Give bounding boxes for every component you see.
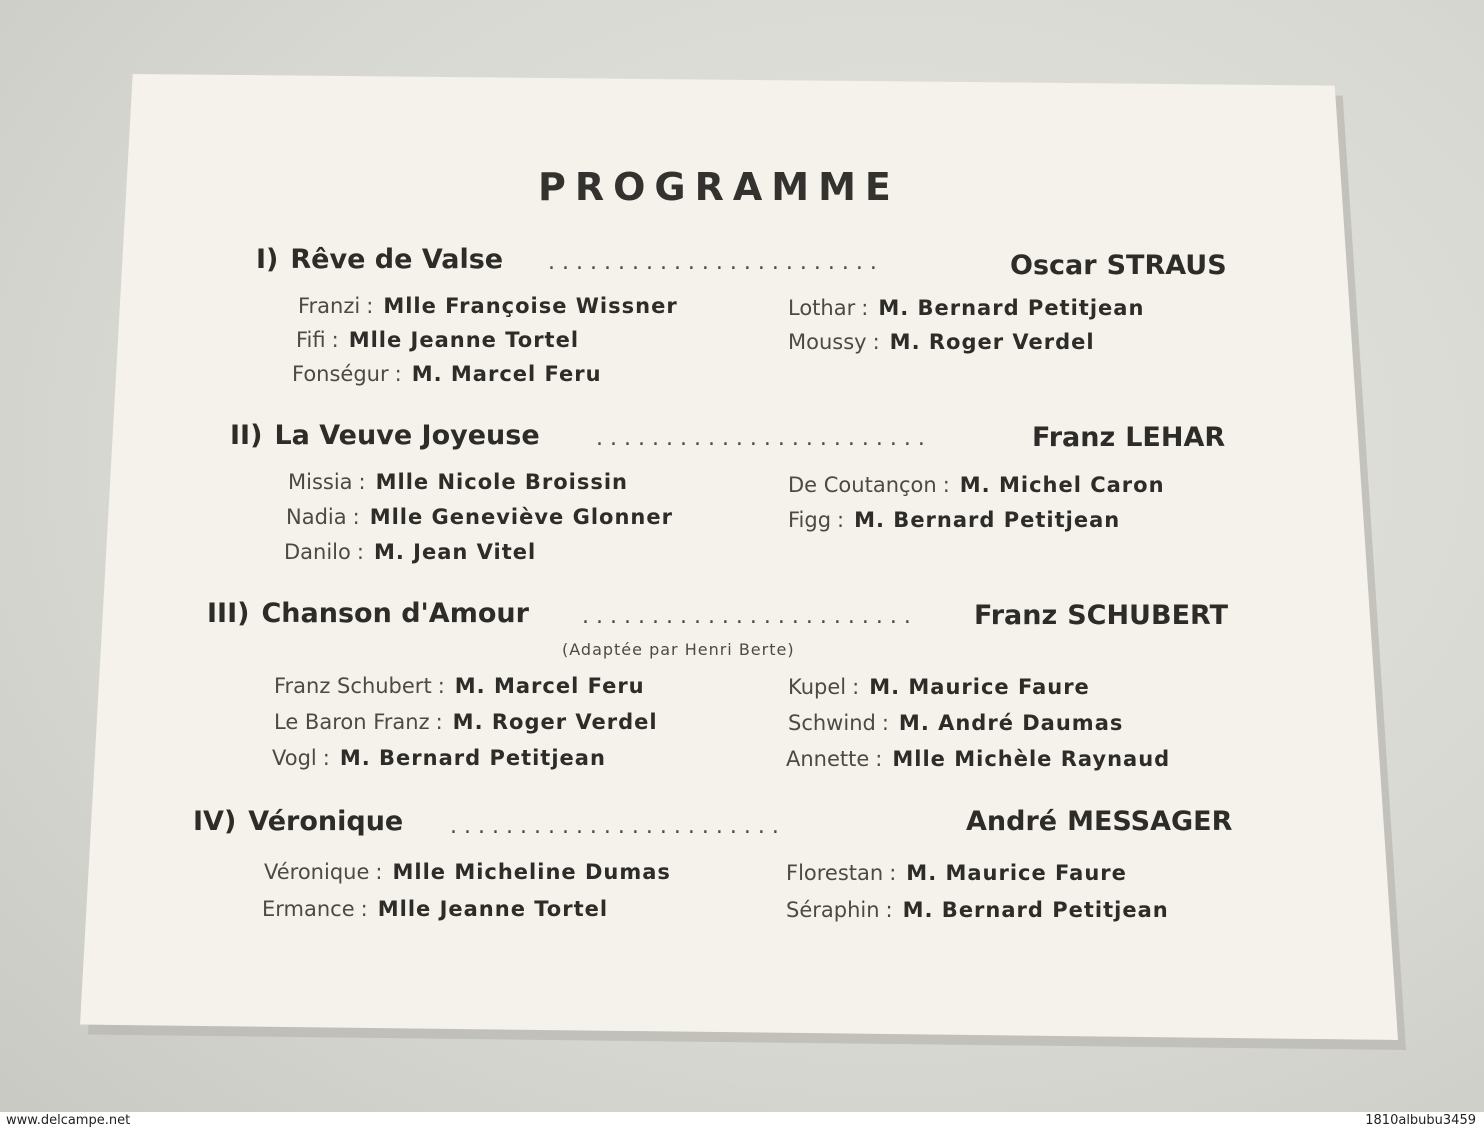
role-separator: :	[435, 710, 443, 734]
artist-name: Mlle Geneviève Glonner	[369, 505, 673, 529]
composer-last-name: LEHAR	[1125, 422, 1226, 453]
cast-entry	[274, 674, 645, 698]
composer-first-name: Franz	[1032, 422, 1116, 453]
artist-name: M. Roger Verdel	[889, 330, 1095, 354]
leader-dots: ........................	[596, 426, 932, 451]
role-name: Lothar	[788, 296, 856, 320]
composer	[974, 600, 1228, 631]
composer-first-name: Franz	[974, 600, 1058, 631]
cast-entry	[288, 470, 628, 494]
work-title	[230, 420, 540, 451]
work-numeral: I)	[256, 244, 279, 275]
role-separator: :	[358, 470, 366, 494]
work-numeral: II)	[230, 420, 263, 451]
artist-name: M. André Daumas	[898, 711, 1124, 735]
role-separator: :	[366, 294, 374, 318]
artist-name: Mlle Jeanne Tortel	[348, 328, 580, 352]
cast-entry	[264, 860, 671, 884]
leader-dots: ........................	[582, 604, 918, 629]
cast-entry	[272, 746, 606, 770]
composer	[1010, 250, 1227, 281]
programme-card	[80, 74, 1398, 1040]
composer-last-name: MESSAGER	[1067, 806, 1233, 837]
role-separator: :	[394, 362, 402, 386]
role-name: Missia	[288, 470, 353, 494]
cast-entry	[284, 540, 536, 564]
cast-entry	[788, 508, 1120, 532]
work-name: Véronique	[248, 806, 404, 837]
cast-entry	[262, 897, 608, 921]
leader-dots: ........................	[548, 250, 884, 275]
cast-entry	[788, 473, 1165, 497]
work-title	[193, 806, 403, 837]
role-name: Vogl	[272, 746, 317, 770]
role-name: Annette	[786, 747, 870, 771]
role-separator: :	[437, 674, 445, 698]
role-name: Le Baron Franz	[274, 710, 430, 734]
work-title	[256, 244, 503, 275]
artist-name: Mlle Jeanne Tortel	[377, 897, 609, 921]
role-separator: :	[331, 328, 339, 352]
role-separator: :	[322, 746, 330, 770]
role-name: Fifi	[296, 328, 326, 352]
work-numeral: III)	[207, 598, 250, 629]
composer-last-name: SCHUBERT	[1067, 600, 1229, 631]
role-name: Franzi	[298, 294, 361, 318]
cast-entry	[788, 296, 1144, 320]
role-separator: :	[872, 330, 880, 354]
cast-entry	[788, 330, 1095, 354]
role-name: Kupel	[788, 675, 847, 699]
role-name: Schwind	[788, 711, 876, 735]
artist-name: M. Bernard Petitjean	[854, 508, 1121, 532]
work-name: Chanson d'Amour	[261, 598, 529, 629]
artist-name: M. Michel Caron	[959, 473, 1165, 497]
role-separator: :	[875, 747, 883, 771]
artist-name: M. Maurice Faure	[906, 861, 1127, 885]
composer-first-name: Oscar	[1010, 250, 1097, 281]
role-name: Florestan	[786, 861, 884, 885]
cast-entry	[786, 747, 1170, 771]
work-numeral: IV)	[193, 806, 237, 837]
composer	[1032, 422, 1225, 453]
composer	[966, 806, 1232, 837]
role-separator: :	[360, 897, 368, 921]
role-name: Franz Schubert	[274, 674, 432, 698]
role-name: Danilo	[284, 540, 351, 564]
work-name: La Veuve Joyeuse	[274, 420, 540, 451]
page-title: PROGRAMME	[538, 165, 900, 209]
role-name: Ermance	[262, 897, 355, 921]
cast-entry	[286, 505, 673, 529]
cast-entry	[296, 328, 579, 352]
cast-entry	[788, 675, 1090, 699]
artist-name: Mlle Françoise Wissner	[383, 294, 678, 318]
work-name: Rêve de Valse	[290, 244, 504, 275]
artist-name: M. Marcel Feru	[411, 362, 602, 386]
artist-name: M. Bernard Petitjean	[339, 746, 606, 770]
role-name: Figg	[788, 508, 832, 532]
role-name: Nadia	[286, 505, 347, 529]
work-title	[207, 598, 529, 629]
artist-name: M. Roger Verdel	[452, 710, 658, 734]
role-separator: :	[942, 473, 950, 497]
role-name: Moussy	[788, 330, 867, 354]
artist-name: Mlle Micheline Dumas	[392, 860, 671, 884]
role-name: Fonségur	[292, 362, 389, 386]
role-separator: :	[885, 898, 893, 922]
role-separator: :	[375, 860, 383, 884]
cast-entry	[274, 710, 658, 734]
cast-entry	[786, 898, 1169, 922]
role-separator: :	[881, 711, 889, 735]
role-separator: :	[861, 296, 869, 320]
role-name: De Coutançon	[788, 473, 937, 497]
watermark-site: www.delcampe.net	[6, 1113, 131, 1128]
artist-name: Mlle Michèle Raynaud	[892, 747, 1171, 771]
leader-dots: ........................	[450, 814, 786, 839]
artist-name: M. Maurice Faure	[869, 675, 1090, 699]
role-separator: :	[352, 505, 360, 529]
adaptation-note: (Adaptée par Henri Berte)	[562, 640, 795, 659]
artist-name: M. Bernard Petitjean	[878, 296, 1145, 320]
role-name: Séraphin	[786, 898, 880, 922]
role-name: Véronique	[264, 860, 370, 884]
cast-entry	[292, 362, 602, 386]
watermark-seller: 1810albubu3459	[1365, 1113, 1476, 1128]
role-separator: :	[852, 675, 860, 699]
artist-name: M. Bernard Petitjean	[902, 898, 1169, 922]
cast-entry	[786, 861, 1127, 885]
composer-first-name: André	[966, 806, 1058, 837]
cast-entry	[788, 711, 1123, 735]
role-separator: :	[356, 540, 364, 564]
role-separator: :	[837, 508, 845, 532]
composer-last-name: STRAUS	[1106, 250, 1227, 281]
watermark-bar	[0, 1112, 1484, 1131]
cast-entry	[298, 294, 678, 318]
artist-name: Mlle Nicole Broissin	[375, 470, 629, 494]
artist-name: M. Marcel Feru	[454, 674, 645, 698]
artist-name: M. Jean Vitel	[373, 540, 537, 564]
role-separator: :	[889, 861, 897, 885]
